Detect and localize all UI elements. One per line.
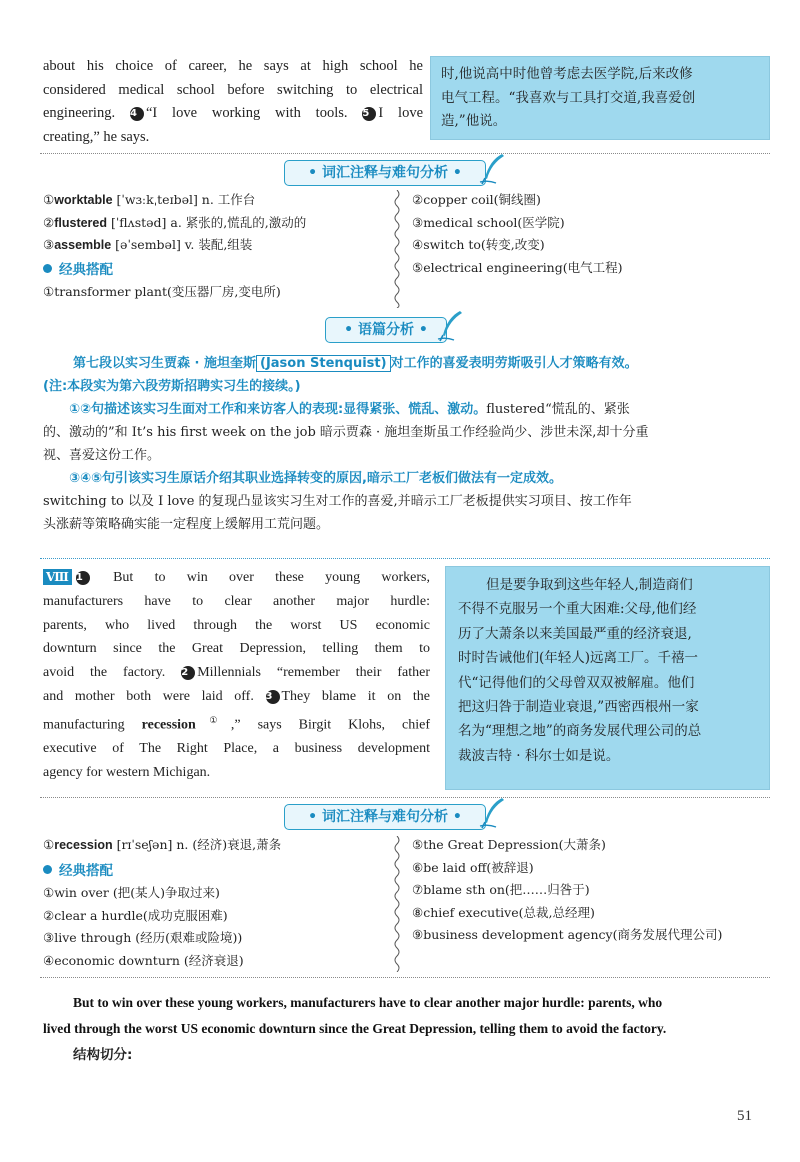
vocab-entry: ①recession [rɪˈseʃən] n. (经济)衰退,萧条 — [43, 837, 282, 852]
analysis-line: 第七段以实习生贾森 · 施坦奎斯 (Jason Stenquist) 对工作的喜爱表明劳斯吸引人才策略有效。 — [73, 356, 638, 371]
chinese-translation-box-top — [430, 56, 770, 140]
section-banner-discourse: • 语篇分析 • — [325, 317, 447, 343]
vocab-left-column — [43, 834, 388, 972]
vocab-entry: ⑨business development agency(商务发展代理公司) — [412, 927, 723, 942]
cn-line: 时,他说高中时他曾考虑去医学院,后来改修 — [441, 66, 693, 82]
en-line: executive of The Right Place, a business development — [43, 741, 430, 757]
cn-line: 裁波吉特 · 科尔士如是说。 — [458, 747, 620, 764]
vocab-entry: ⑧chief executive(总裁,总经理) — [412, 904, 595, 920]
vocab-entry: ②copper coil(铜线圈) — [412, 192, 541, 207]
vocab-right-column — [412, 834, 772, 947]
cn-line: 代“记得他们的父母曾双双被解雇。他们 — [458, 674, 695, 691]
divider — [40, 558, 770, 559]
sentence-5: I love — [378, 105, 424, 121]
vocab-entry: ⑦blame sth on(把……归咎于) — [412, 882, 590, 897]
analysis-line: 的、激动的”和 It’s his first week on the job 暗示贾森 · 施坦奎斯虽工作经验尚少、涉世未深,却十分重 — [43, 425, 649, 440]
vocab-entry: ③medical school(医学院) — [412, 214, 565, 230]
english-paragraph-top — [43, 55, 423, 149]
vocab-right-column — [412, 189, 772, 279]
collocation-heading: 经典搭配 — [43, 259, 388, 282]
vocab-left-column — [43, 189, 388, 304]
bullet-dot-icon — [43, 264, 52, 273]
vocab-entry: ③assemble [əˈsembəl] v. 装配,组装 — [43, 237, 253, 252]
cn-line: 把这归咎于制造业衰退,”西密西根州一家 — [458, 699, 699, 716]
analysis-line: 视、喜爱这份工作。 — [43, 448, 161, 463]
en-line: manufacturing recession①,” says Birgit Klohs, chief — [43, 714, 430, 733]
analysis-note: (注:本段实为第六段劳斯招聘实习生的接续。) — [43, 379, 301, 394]
difficult-sentence — [43, 990, 773, 1068]
sentence-line: But to win over these young workers, manufacturers have to clear another major hurdle: parents, who — [73, 995, 663, 1010]
quill-pen-icon — [436, 309, 464, 343]
collocation-entry: ①transformer plant(变压器厂房,变电所) — [43, 284, 281, 299]
squiggle-divider — [392, 836, 402, 972]
chinese-translation-box-8 — [445, 566, 770, 790]
discourse-analysis — [43, 352, 773, 536]
sentence-number-2: 2 — [181, 666, 195, 680]
analysis-line: ①②句描述该实习生面对工作和来访客人的表现:显得紧张、慌乱、激动。flustered“慌乱的、紧张 — [69, 402, 630, 417]
en-line: about his choice of career, he says at high school he — [43, 58, 423, 74]
vocab-entry: ⑤the Great Depression(大萧条) — [412, 837, 606, 852]
en-line: avoid the factory. 2 Millennials “remember their father — [43, 665, 430, 681]
cn-line: 但是要争取到这些年轻人,制造商们 — [486, 577, 693, 593]
cn-line: 历了大萧条以来美国最严重的经济衰退, — [458, 625, 692, 642]
sentence-line: lived through the worst US economic downturn since the Great Depression, telling them to avoid the factory. — [43, 1021, 667, 1036]
en-line: Ⅷ 1 But to win over these young workers, — [43, 566, 430, 590]
collocation-entry: ②clear a hurdle(成功克服困难) — [43, 907, 228, 923]
collocation-entry: ④economic downturn (经济衰退) — [43, 952, 244, 968]
cn-line: 不得不克服另一个重大困难:父母,他们经 — [458, 601, 697, 618]
vocab-entry: ②flustered [ˈflʌstəd] a. 紧张的,慌乱的,激动的 — [43, 214, 307, 230]
sentence-number-5: 5 — [362, 107, 376, 121]
cn-line: 电气工程。“我喜欢与工具打交道,我喜爱创 — [441, 89, 696, 106]
en-line: creating,” he says. — [43, 128, 150, 145]
sentence-number-1: 1 — [76, 571, 90, 585]
cn-line: 名为“理想之地”的商务发展代理公司的总 — [458, 723, 702, 740]
en-line: and mother both were laid off. 3 They blame it on the — [43, 688, 430, 704]
squiggle-divider — [392, 190, 402, 308]
name-box: (Jason Stenquist) — [256, 355, 391, 372]
analysis-line: switching to 以及 I love 的复现凸显该实习生对工作的喜爱,并暗示工厂老板提供实习项目、按工作年 — [43, 494, 632, 509]
vocab-entry: ④switch to(转变,改变) — [412, 237, 545, 252]
sentence-number-3: 3 — [266, 690, 280, 704]
cn-line: 造,”他说。 — [441, 113, 507, 129]
section-banner-vocab: • 词汇注释与难句分析 • — [284, 804, 486, 830]
divider — [40, 797, 770, 798]
sentence-number-4: 4 — [130, 107, 144, 121]
quill-pen-icon — [478, 152, 506, 186]
keyword-recession: recession — [141, 717, 196, 733]
collocation-heading: 经典搭配 — [43, 860, 388, 883]
vocab-entry: ⑤electrical engineering(电气工程) — [412, 259, 623, 275]
en-line: manufacturers have to clear another major hurdle: — [43, 593, 430, 609]
structure-label: 结构切分: — [73, 1047, 133, 1063]
page-number: 51 — [737, 1108, 752, 1124]
quill-pen-icon — [478, 796, 506, 830]
en-line: agency for western Michigan. — [43, 765, 211, 781]
collocation-entry: ①win over (把(某人)争取过来) — [43, 885, 220, 900]
en-line-text: engineering. — [43, 105, 116, 121]
collocation-entry: ③live through (经历(艰难或险境)) — [43, 930, 243, 945]
paragraph-roman-number: Ⅷ — [43, 569, 72, 585]
cn-line: 时时告诫他们(年轻人)远离工厂。千禧一 — [458, 650, 699, 667]
bullet-dot-icon — [43, 865, 52, 874]
en-line — [43, 102, 423, 126]
sentence-4: “I love working with tools. — [145, 105, 348, 121]
en-line: parents, who lived through the worst US economic — [43, 617, 430, 633]
vocab-entry: ①worktable [ˈwɜːkˌteɪbəl] n. 工作台 — [43, 192, 256, 207]
divider — [40, 153, 770, 154]
divider — [40, 977, 770, 978]
english-paragraph-8 — [43, 566, 430, 785]
section-banner-vocab: • 词汇注释与难句分析 • — [284, 160, 486, 186]
vocab-entry: ⑥be laid off(被辞退) — [412, 859, 534, 875]
analysis-line: ③④⑤句引该实习生原话介绍其职业选择转变的原因,暗示工厂老板们做法有一定成效。 — [69, 471, 562, 486]
en-line: considered medical school before switching to electrical — [43, 81, 423, 98]
en-line: downturn since the Great Depression, telling them to — [43, 641, 430, 657]
analysis-line: 头涨薪等策略确实能一定程度上缓解用工荒问题。 — [43, 517, 330, 532]
